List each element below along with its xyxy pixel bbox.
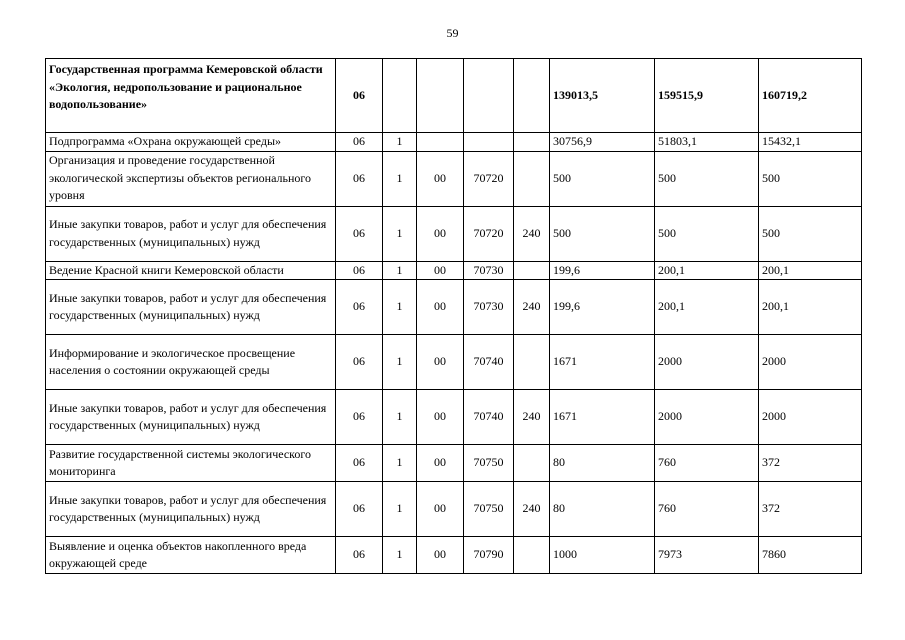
amount-year3-cell: 7860 [759, 537, 862, 574]
amount-year2-cell: 760 [655, 482, 759, 537]
direction-code-cell [417, 133, 464, 152]
direction-code-cell: 00 [417, 482, 464, 537]
amount-year3-cell: 2000 [759, 335, 862, 390]
amount-year3-cell: 200,1 [759, 261, 862, 280]
amount-year3-cell: 372 [759, 482, 862, 537]
table-body [46, 59, 862, 574]
expense-type-cell: 240 [514, 206, 550, 261]
amount-year1-cell: 199,6 [550, 280, 655, 335]
amount-year2-cell: 51803,1 [655, 133, 759, 152]
amount-year3-cell: 500 [759, 151, 862, 206]
expense-type-cell: 240 [514, 482, 550, 537]
expense-type-cell [514, 445, 550, 482]
amount-year2-cell: 7973 [655, 537, 759, 574]
expense-type-cell: 240 [514, 390, 550, 445]
table-row [46, 261, 862, 280]
amount-year1-cell: 80 [550, 445, 655, 482]
section-code-cell: 06 [336, 537, 383, 574]
section-code-cell: 06 [336, 206, 383, 261]
amount-year3-cell: 200,1 [759, 280, 862, 335]
amount-year1-cell: 1671 [550, 335, 655, 390]
expense-code-cell: 70750 [464, 482, 514, 537]
section-code-cell: 06 [336, 151, 383, 206]
subprogram-code-cell: 1 [383, 133, 417, 152]
amount-year3-cell: 15432,1 [759, 133, 862, 152]
expense-type-cell [514, 537, 550, 574]
expense-type-cell [514, 335, 550, 390]
subprogram-code-cell [383, 59, 417, 133]
subprogram-code-cell: 1 [383, 445, 417, 482]
section-code-cell: 06 [336, 59, 383, 133]
table-row [46, 537, 862, 574]
direction-code-cell: 00 [417, 445, 464, 482]
direction-code-cell: 00 [417, 280, 464, 335]
amount-year1-cell: 30756,9 [550, 133, 655, 152]
section-code-cell: 06 [336, 390, 383, 445]
subprogram-code-cell: 1 [383, 261, 417, 280]
amount-year2-cell: 200,1 [655, 280, 759, 335]
amount-year3-cell: 500 [759, 206, 862, 261]
table-row [46, 133, 862, 152]
amount-year2-cell: 760 [655, 445, 759, 482]
expense-code-cell: 70750 [464, 445, 514, 482]
row-name-cell: Организация и проведение государственной экологической экспертизы объектов регионального уровня [46, 151, 336, 206]
expense-code-cell [464, 133, 514, 152]
amount-year3-cell: 372 [759, 445, 862, 482]
direction-code-cell: 00 [417, 335, 464, 390]
row-name-cell: Ведение Красной книги Кемеровской области [46, 261, 336, 280]
expense-type-cell: 240 [514, 280, 550, 335]
section-code-cell: 06 [336, 335, 383, 390]
row-name-cell: Иные закупки товаров, работ и услуг для обеспечения государственных (муниципальных) нужд [46, 206, 336, 261]
expense-code-cell: 70730 [464, 280, 514, 335]
page-number: 59 [446, 26, 459, 40]
table-row [46, 335, 862, 390]
section-code-cell: 06 [336, 445, 383, 482]
expense-code-cell [464, 59, 514, 133]
expense-type-cell [514, 59, 550, 133]
expense-type-cell [514, 151, 550, 206]
expense-code-cell: 70720 [464, 151, 514, 206]
subprogram-code-cell: 1 [383, 537, 417, 574]
amount-year1-cell: 500 [550, 206, 655, 261]
subprogram-code-cell: 1 [383, 482, 417, 537]
row-name-cell: Иные закупки товаров, работ и услуг для обеспечения государственных (муниципальных) нужд [46, 482, 336, 537]
amount-year1-cell: 500 [550, 151, 655, 206]
direction-code-cell: 00 [417, 151, 464, 206]
direction-code-cell [417, 59, 464, 133]
subprogram-code-cell: 1 [383, 335, 417, 390]
amount-year1-cell: 1000 [550, 537, 655, 574]
amount-year1-cell: 1671 [550, 390, 655, 445]
amount-year3-cell: 2000 [759, 390, 862, 445]
section-code-cell: 06 [336, 261, 383, 280]
amount-year1-cell: 80 [550, 482, 655, 537]
expense-code-cell: 70720 [464, 206, 514, 261]
amount-year1-cell: 139013,5 [550, 59, 655, 133]
subprogram-code-cell: 1 [383, 390, 417, 445]
table-row [46, 280, 862, 335]
section-code-cell: 06 [336, 482, 383, 537]
expense-code-cell: 70740 [464, 335, 514, 390]
expense-type-cell [514, 133, 550, 152]
amount-year2-cell: 200,1 [655, 261, 759, 280]
program-row [46, 59, 862, 133]
amount-year2-cell: 2000 [655, 390, 759, 445]
table-row [46, 151, 862, 206]
direction-code-cell: 00 [417, 537, 464, 574]
expense-code-cell: 70790 [464, 537, 514, 574]
expense-code-cell: 70740 [464, 390, 514, 445]
subprogram-code-cell: 1 [383, 151, 417, 206]
direction-code-cell: 00 [417, 390, 464, 445]
table-row [46, 482, 862, 537]
amount-year2-cell: 500 [655, 206, 759, 261]
row-name-cell: Информирование и экологическое просвещение населения о состоянии окружающей среды [46, 335, 336, 390]
amount-year1-cell: 199,6 [550, 261, 655, 280]
section-code-cell: 06 [336, 280, 383, 335]
amount-year2-cell: 159515,9 [655, 59, 759, 133]
subprogram-code-cell: 1 [383, 280, 417, 335]
row-name-cell: Развитие государственной системы экологического мониторинга [46, 445, 336, 482]
amount-year2-cell: 2000 [655, 335, 759, 390]
table-row [46, 445, 862, 482]
table-row [46, 206, 862, 261]
row-name-cell: Выявление и оценка объектов накопленного вреда окружающей среде [46, 537, 336, 574]
row-name-cell: Государственная программа Кемеровской области «Экология, недропользование и рациональное водопользование» [46, 59, 336, 133]
row-name-cell: Подпрограмма «Охрана окружающей среды» [46, 133, 336, 152]
table-row [46, 390, 862, 445]
expense-type-cell [514, 261, 550, 280]
expense-code-cell: 70730 [464, 261, 514, 280]
row-name-cell: Иные закупки товаров, работ и услуг для обеспечения государственных (муниципальных) нужд [46, 390, 336, 445]
direction-code-cell: 00 [417, 261, 464, 280]
section-code-cell: 06 [336, 133, 383, 152]
direction-code-cell: 00 [417, 206, 464, 261]
amount-year3-cell: 160719,2 [759, 59, 862, 133]
budget-table [45, 58, 862, 574]
row-name-cell: Иные закупки товаров, работ и услуг для обеспечения государственных (муниципальных) нужд [46, 280, 336, 335]
amount-year2-cell: 500 [655, 151, 759, 206]
subprogram-code-cell: 1 [383, 206, 417, 261]
